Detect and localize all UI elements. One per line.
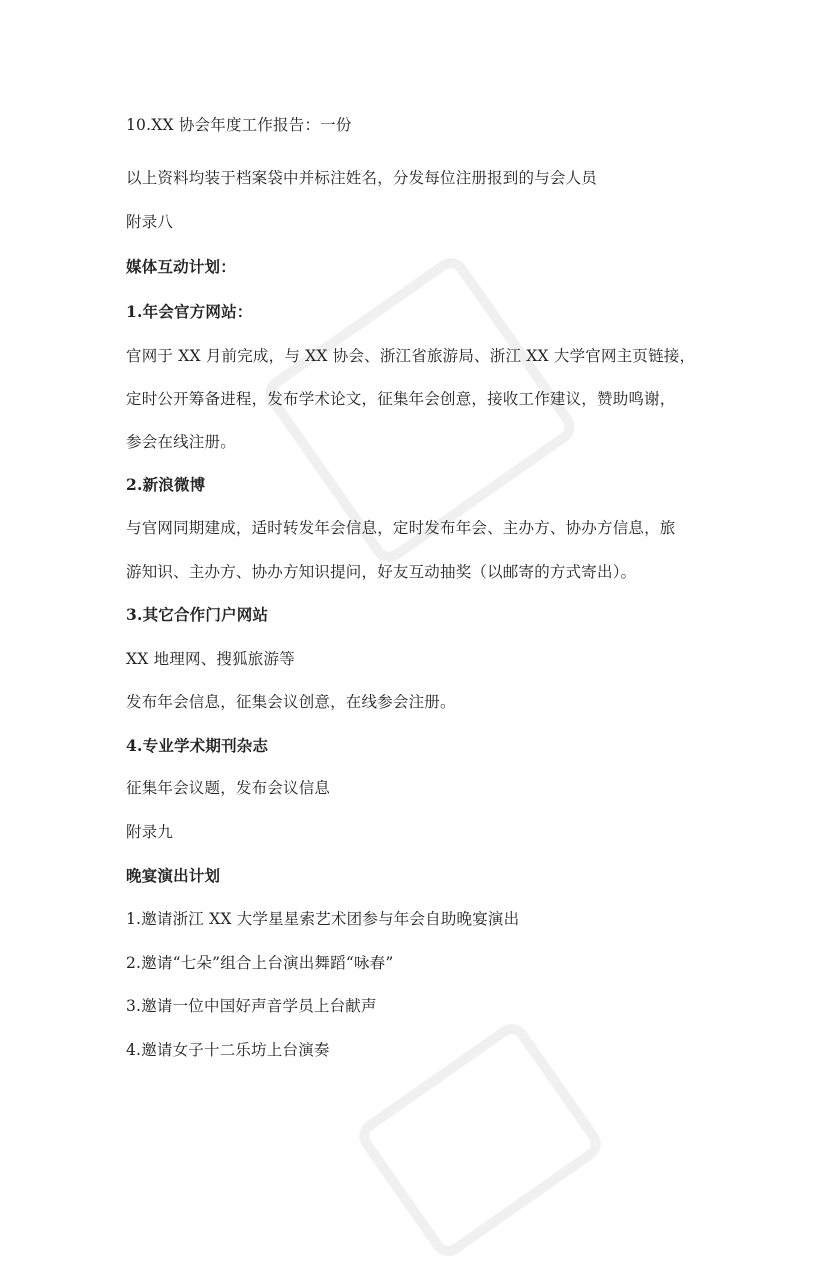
watermark-stamp (352, 1017, 608, 1263)
text-line: XX 地理网、搜狐旅游等 (126, 650, 295, 668)
section-heading: 4.专业学术期刊杂志 (126, 736, 269, 755)
text-line: 定时公开筹备进程，发布学术论文，征集年会创意，接收工作建议，赞助鸣谢， (126, 390, 676, 408)
text-line: 10.XX 协会年度工作报告：一份 (126, 116, 352, 134)
list-item: 4.邀请女子十二乐坊上台演奏 (126, 1041, 330, 1059)
text-line: 以上资料均装于档案袋中并标注姓名，分发每位注册报到的与会人员 (126, 169, 598, 187)
text-line: 参会在线注册。 (126, 433, 236, 451)
list-item: 3.邀请一位中国好声音学员上台献声 (126, 997, 377, 1015)
section-heading: 1.年会官方网站： (126, 302, 253, 321)
section-heading: 3.其它合作门户网站 (126, 605, 269, 624)
appendix-label: 附录九 (126, 823, 174, 841)
section-heading: 媒体互动计划： (126, 257, 236, 276)
list-item: 1.邀请浙江 XX 大学星星索艺术团参与年会自助晚宴演出 (126, 910, 520, 928)
text-line: 游知识、主办方、协办方知识提问，好友互动抽奖（以邮寄的方式寄出）。 (126, 563, 637, 581)
text-line: 官网于 XX 月前完成，与 XX 协会、浙江省旅游局、浙江 XX 大学官网主页链接， (126, 347, 696, 365)
section-heading: 晚宴演出计划 (126, 866, 221, 885)
appendix-label: 附录八 (126, 213, 174, 231)
list-item: 2.邀请“七朵”组合上台演出舞蹈“咏春” (126, 954, 394, 972)
text-line: 发布年会信息，征集会议创意，在线参会注册。 (126, 693, 456, 711)
text-line: 与官网同期建成，适时转发年会信息，定时发布年会、主办方、协办方信息，旅 (126, 519, 676, 537)
text-line: 征集年会议题，发布会议信息 (126, 779, 331, 797)
section-heading: 2.新浪微博 (126, 475, 206, 494)
